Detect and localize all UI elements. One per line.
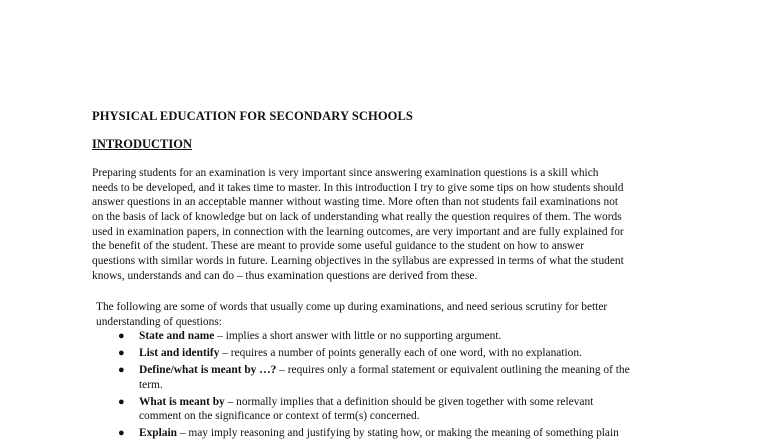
list-item-text: – implies a short answer with little or no supporting argument. [214,330,502,342]
paragraph-line: knows, understands and can do – thus examination questions are derived from these. [92,269,478,282]
list-item-term: What is meant by [139,395,225,408]
bullet-icon: ● [118,427,125,440]
list-item-text: comment on the significance or context of term(s) concerned. [139,410,420,423]
list-item-text: – normally implies that a definition should be given together with some relevant [224,395,594,408]
bullet-icon: ● [118,346,125,359]
list-item-term: Explain [139,427,177,440]
list-item [96,363,696,392]
list-item-term: List and identify [139,346,220,359]
list-item-text: – requires a number of points generally each of one word, with no explanation. [219,346,582,359]
section-heading: INTRODUCTION [92,137,193,151]
bullet-icon: ● [118,363,125,376]
bullet-icon: ● [118,395,125,408]
paragraph-line: the benefit of the student. These are meant to provide some useful guidance to the student on how to answer [92,240,584,253]
list-intro-paragraph [96,300,696,329]
paragraph-line: Preparing students for an examination is very important since answering examination questions is a skill which [92,167,599,179]
list-item-text: – requires only a formal statement or equivalent outlining the meaning of the [276,363,630,376]
list-item [96,346,696,361]
paragraph-line: answer questions in an acceptable manner without wasting time. More often than not students fail examinations not [92,196,619,209]
list-item-term: State and name [139,330,215,342]
list-item-text: – may imply reasoning and justifying by stating how, or making the meaning of something plain [177,427,619,440]
bullet-icon: ● [118,330,125,342]
list-item [96,329,696,344]
paragraph-line: The following are some of words that usually come up during examinations, and need serious scrutiny for better [96,301,608,313]
paragraph-line: understanding of questions: [96,315,222,328]
paragraph-line: on the basis of lack of knowledge but on lack of understanding what really the question requires of them. The words [92,211,622,224]
paragraph-line: used in examination papers, in connection with the learning outcomes, are very important and are fully explained for [92,225,624,238]
list-item-term: Define/what is meant by …? [139,363,277,376]
intro-paragraph [92,166,692,284]
paragraph-line: questions with similar words in future. Learning objectives in the syllabus are expressed in terms of what the student [92,255,624,268]
document-title: PHYSICAL EDUCATION FOR SECONDARY SCHOOLS [92,109,413,123]
list-item [96,426,696,441]
exam-words-list [96,329,696,443]
list-item-text: term. [139,378,163,391]
list-item [96,395,696,424]
paragraph-line: needs to be developed, and it takes time to master. In this introduction I try to give some tips on how students should [92,181,624,194]
